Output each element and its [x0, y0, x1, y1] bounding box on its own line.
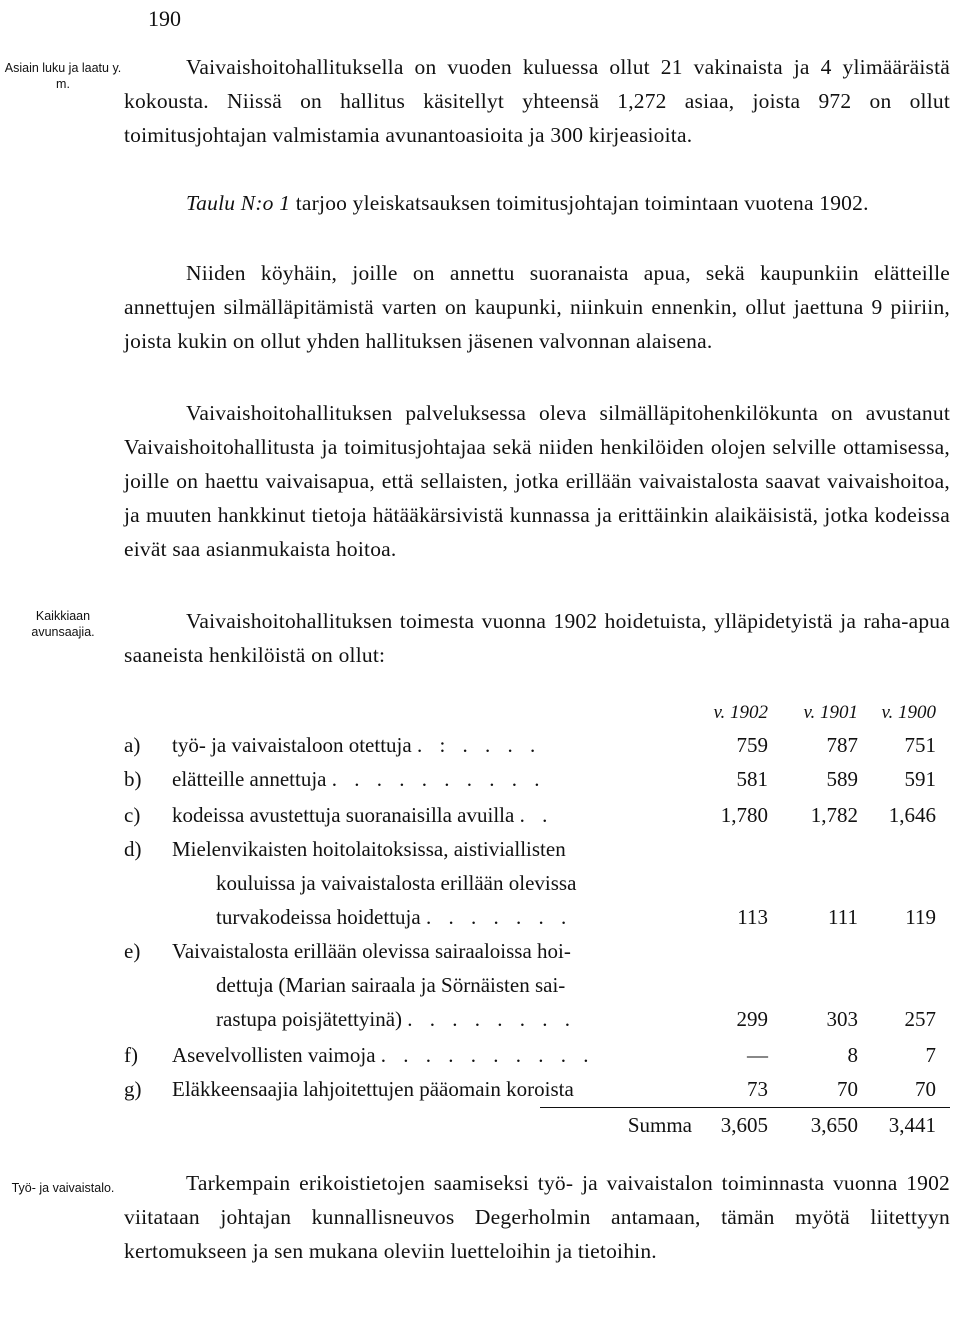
leader-dots: . . . . . . . . . . [380, 1043, 595, 1067]
paragraph-workhouse-text: Tarkempain erikoistietojen saamiseksi työ- ja vaivaistalon toiminnasta vuonna 1902 viitataan johtajan kunnallisneuvos Degerholmin antamaan, tämän myötä liitettyyn kertomukseen ja sen mukana oleviin luetteloihin ja tietoihin. [124, 1171, 950, 1263]
margin-note-workhouse: Työ- ja vaivaistalo. [11, 1181, 115, 1195]
leader-dots: . . . . . . . . [407, 1007, 577, 1031]
sum-label: Summa [627, 1113, 692, 1137]
row-label-line-3 [216, 1002, 712, 1036]
sum-1900: 3,441 [888, 1113, 936, 1137]
value-1900: 70 [915, 1077, 936, 1101]
paragraph-districts-text: Niiden köyhäin, joille on annettu suoranaista apua, sekä kaupunkiin elätteille annettujen silmälläpitämistä varten on kaupunki, niinkuin ennenkin, ollut jaettuna 9 piiriin, joista kukin on ollut yhden hallituksen jäsenen valvonnan alaisena. [124, 261, 950, 353]
row-label-text: Asevelvollisten vaimoja [172, 1043, 376, 1067]
row-label-text: kodeissa avustettuja suoranaisilla avuilla [172, 803, 515, 827]
paragraph-districts [124, 256, 950, 358]
row-label-line-2: dettuja (Marian sairaala ja Sörnäisten sai- [216, 973, 566, 997]
row-label [172, 762, 712, 796]
value-1901: 787 [826, 733, 858, 757]
paragraph-meetings-text: Vaivaishoitohallituksella on vuoden kuluessa ollut 21 vakinaista ja 4 ylimääräistä kokousta. Niissä on hallitus käsitellyt yhteensä 1,272 asiaa, joista 972 on ollut toimitusjohtajan valmistamia avunantoasioita ja 300 kirjeasioita. [124, 55, 950, 147]
row-label-text: turvakodeissa hoidettuja [216, 905, 421, 929]
header-1900: v. 1900 [881, 702, 936, 723]
leader-dots: . . . . . . . [425, 905, 573, 929]
page-number: 190 [148, 6, 181, 31]
value-1902: 73 [747, 1077, 768, 1101]
value-1902: 299 [736, 1007, 768, 1031]
paragraph-recipients [124, 604, 950, 672]
margin-note-recipients: Kaikkiaan avunsaajia. [31, 609, 95, 639]
leader-dots: . . [519, 803, 554, 827]
value-1900: 751 [904, 733, 936, 757]
paragraph-table-reference [124, 186, 950, 220]
row-letter: f) [124, 1043, 138, 1067]
value-1902: 113 [737, 905, 768, 929]
leader-dots: . : . . . . [416, 733, 542, 757]
row-letter: a) [124, 733, 141, 757]
row-label-line-2: kouluissa ja vaivaistalosta erillään olevissa [216, 871, 577, 895]
paragraph-staff-text: Vaivaishoitohallituksen palveluksessa oleva silmälläpitohenkilökunta on avustanut Vaivaishoitohallitusta ja toimitusjohtajaa sekä niiden henkilöiden olojen selville ottamisessa, joille on haettu vaivaisapua, että sellaisten, jotka erillään vaivaistalosta saavat vaivaishoitoa, ja muuten hankkinut tietoja hätääkärsivistä kunnassa ja erittäinkin alaikäisistä, jotka kodeissa eivät saa asianmukaista hoitoa. [124, 401, 950, 561]
table-reference: Taulu N:o 1 [186, 191, 291, 215]
value-1901: 589 [826, 767, 858, 791]
paragraph-recipients-text: Vaivaishoitohallituksen toimesta vuonna 1902 hoidetuista, ylläpidetyistä ja raha-apua saaneista henkilöistä on ollut: [124, 609, 950, 667]
row-letter: b) [124, 767, 142, 791]
row-label [172, 798, 712, 832]
paragraph-table-reference-text: tarjoo yleiskatsauksen toimitusjohtajan toimintaan vuotena 1902. [290, 191, 869, 215]
value-1901: 1,782 [810, 803, 858, 827]
row-label-line-1: Mielenvikaisten hoitolaitoksissa, aistiviallisten [172, 837, 566, 861]
margin-note-meetings: Asiain luku ja laatu y. m. [4, 61, 122, 91]
value-1901: 303 [826, 1007, 858, 1031]
row-label [172, 1038, 712, 1072]
value-1902: — [747, 1043, 768, 1067]
paragraph-meetings [124, 50, 950, 152]
value-1900: 7 [925, 1043, 936, 1067]
row-letter: e) [124, 939, 141, 963]
row-label-text: elätteille annettuja [172, 767, 327, 791]
row-letter: c) [124, 803, 141, 827]
row-label-text: työ- ja vaivaistaloon otettuja [172, 733, 412, 757]
value-1901: 8 [847, 1043, 858, 1067]
value-1901: 70 [837, 1077, 858, 1101]
row-label [172, 728, 712, 762]
value-1902: 759 [736, 733, 768, 757]
paragraph-workhouse [124, 1166, 950, 1268]
header-1901: v. 1901 [803, 702, 858, 723]
row-label-line-3 [216, 900, 712, 934]
row-label-text: rastupa poisjätettyinä) [216, 1007, 403, 1031]
value-1902: 1,780 [720, 803, 768, 827]
header-1902: v. 1902 [713, 702, 768, 723]
value-1900: 1,646 [888, 803, 936, 827]
sum-1902: 3,605 [720, 1113, 768, 1137]
leader-dots: . . . . . . . . . . [331, 767, 546, 791]
row-label-line-1: Vaivaistalosta erillään olevissa sairaaloissa hoi- [172, 939, 571, 963]
table-header [124, 702, 950, 728]
value-1900: 119 [905, 905, 936, 929]
row-label: Eläkkeensaajia lahjoitettujen pääomain koroista [172, 1077, 574, 1101]
paragraph-staff [124, 396, 950, 566]
value-1900: 591 [904, 767, 936, 791]
sum-1901: 3,650 [810, 1113, 858, 1137]
value-1902: 581 [736, 767, 768, 791]
value-1900: 257 [904, 1007, 936, 1031]
row-letter: g) [124, 1077, 142, 1101]
row-letter: d) [124, 837, 142, 861]
value-1901: 111 [828, 905, 858, 929]
